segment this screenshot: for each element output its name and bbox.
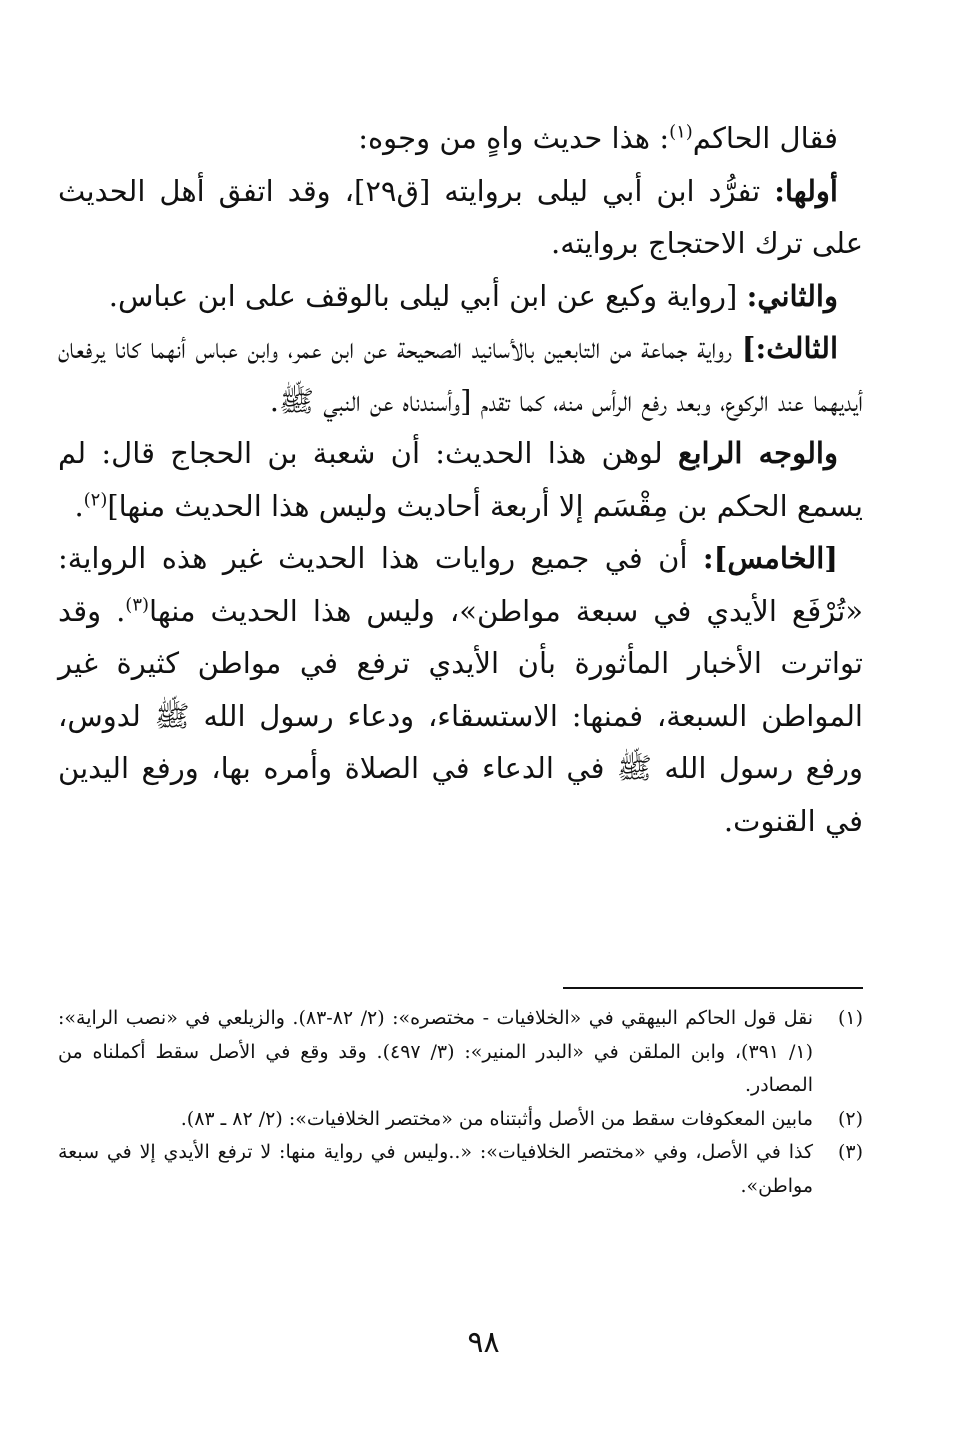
footnote-text: نقل قول الحاكم البيهقي في «الخلافيات - مختصره»: (٢/ ٨٢-٨٣). والزيلعي في «نصب الراية»: (١/ ٣٩١)، وابن الملقن في «البدر المنير»: (٣/ ٤٩٧). وقد وقع في الأصل سقط أكملناه من المصادر. xyxy=(58,1007,813,1096)
page-number: ٩٨ xyxy=(467,1325,500,1360)
footnote-ref-2[interactable]: (٢) xyxy=(83,488,108,510)
paragraph-4 xyxy=(58,322,863,427)
paragraph-2 xyxy=(58,165,863,270)
footnote-3 xyxy=(58,1136,863,1203)
footnote-text: مابين المعكوفات سقط من الأصل وأثبتناه من «مختصر الخلافيات»: (٢/ ٨٢ ـ ٨٣). xyxy=(180,1107,813,1130)
para-text: [رواية وكيع عن ابن أبي ليلى بالوقف على ابن عباس. xyxy=(108,278,747,313)
para-lead: والثاني: xyxy=(746,278,838,313)
para-text: فقال الحاكم xyxy=(692,121,838,155)
para-lead: والوجه الرابع xyxy=(678,436,838,470)
main-text xyxy=(58,112,863,847)
footnote-1 xyxy=(58,1002,863,1103)
paragraph-3 xyxy=(58,270,863,323)
footnote-divider xyxy=(563,987,863,989)
footnote-2 xyxy=(58,1103,863,1137)
para-lead: [الخامس]: xyxy=(702,541,838,575)
para-lead: الثالث:] xyxy=(741,331,838,365)
footnote-ref-1[interactable]: (١) xyxy=(669,121,693,143)
paragraph-6 xyxy=(58,532,863,847)
footnotes xyxy=(58,1002,863,1203)
para-text: تفرُّد ابن أبي ليلى بروايته [ق٢٩]، وقد اتفق أهل الحديث على ترك الاحتجاج بروايته. xyxy=(58,173,863,260)
para-text: رواية جماعة من التابعين بالأسانيد الصحيحة عن ابن عمر، وابن عباس أنهما كانا يرفعان أيديهما عند الركوع، وبعد رفع الرأس منه، كما تقدم [وأسندناه عن النبي ﷺ. xyxy=(58,331,863,418)
para-text: أن في جميع روايات هذا الحديث غير هذه الرواية: «تُرْفَع الأيدي في سبعة مواطن»، وليس هذا الحديث منها xyxy=(58,541,864,628)
para-text: . وقد تواترت الأخبار المأثورة بأن الأيدي ترفع في مواطن كثيرة غير المواطن السبعة، فمنها: الاستسقاء، ودعاء رسول الله ﷺ لدوس، ورفع رسول الله ﷺ في الدعاء في الصلاة وأمره بها، ورفع اليدين في القنوت. xyxy=(58,593,863,838)
footnote-ref-3[interactable]: (٣) xyxy=(125,593,149,615)
para-lead: أولها: xyxy=(774,173,838,208)
footnote-number: (١) xyxy=(837,1007,863,1029)
para-text: لوهن هذا الحديث: أن شعبة بن الحجاج قال: لم يسمع الحكم بن مِقْسَم إلا أربعة أحاديث وليس هذا الحديث منها] xyxy=(58,436,863,523)
footnote-number: (٢) xyxy=(837,1107,863,1130)
footnote-text: كذا في الأصل، وفي «مختصر الخلافيات»: «..وليس في رواية منها: لا ترفع الأيدي إلا في سبعة مواطن». xyxy=(58,1141,813,1197)
paragraph-5 xyxy=(58,427,863,532)
paragraph-1 xyxy=(58,112,863,165)
para-text: . xyxy=(74,488,84,523)
footnote-number: (٣) xyxy=(837,1141,863,1163)
para-text: : هذا حديث واهٍ من وجوه: xyxy=(358,121,670,155)
